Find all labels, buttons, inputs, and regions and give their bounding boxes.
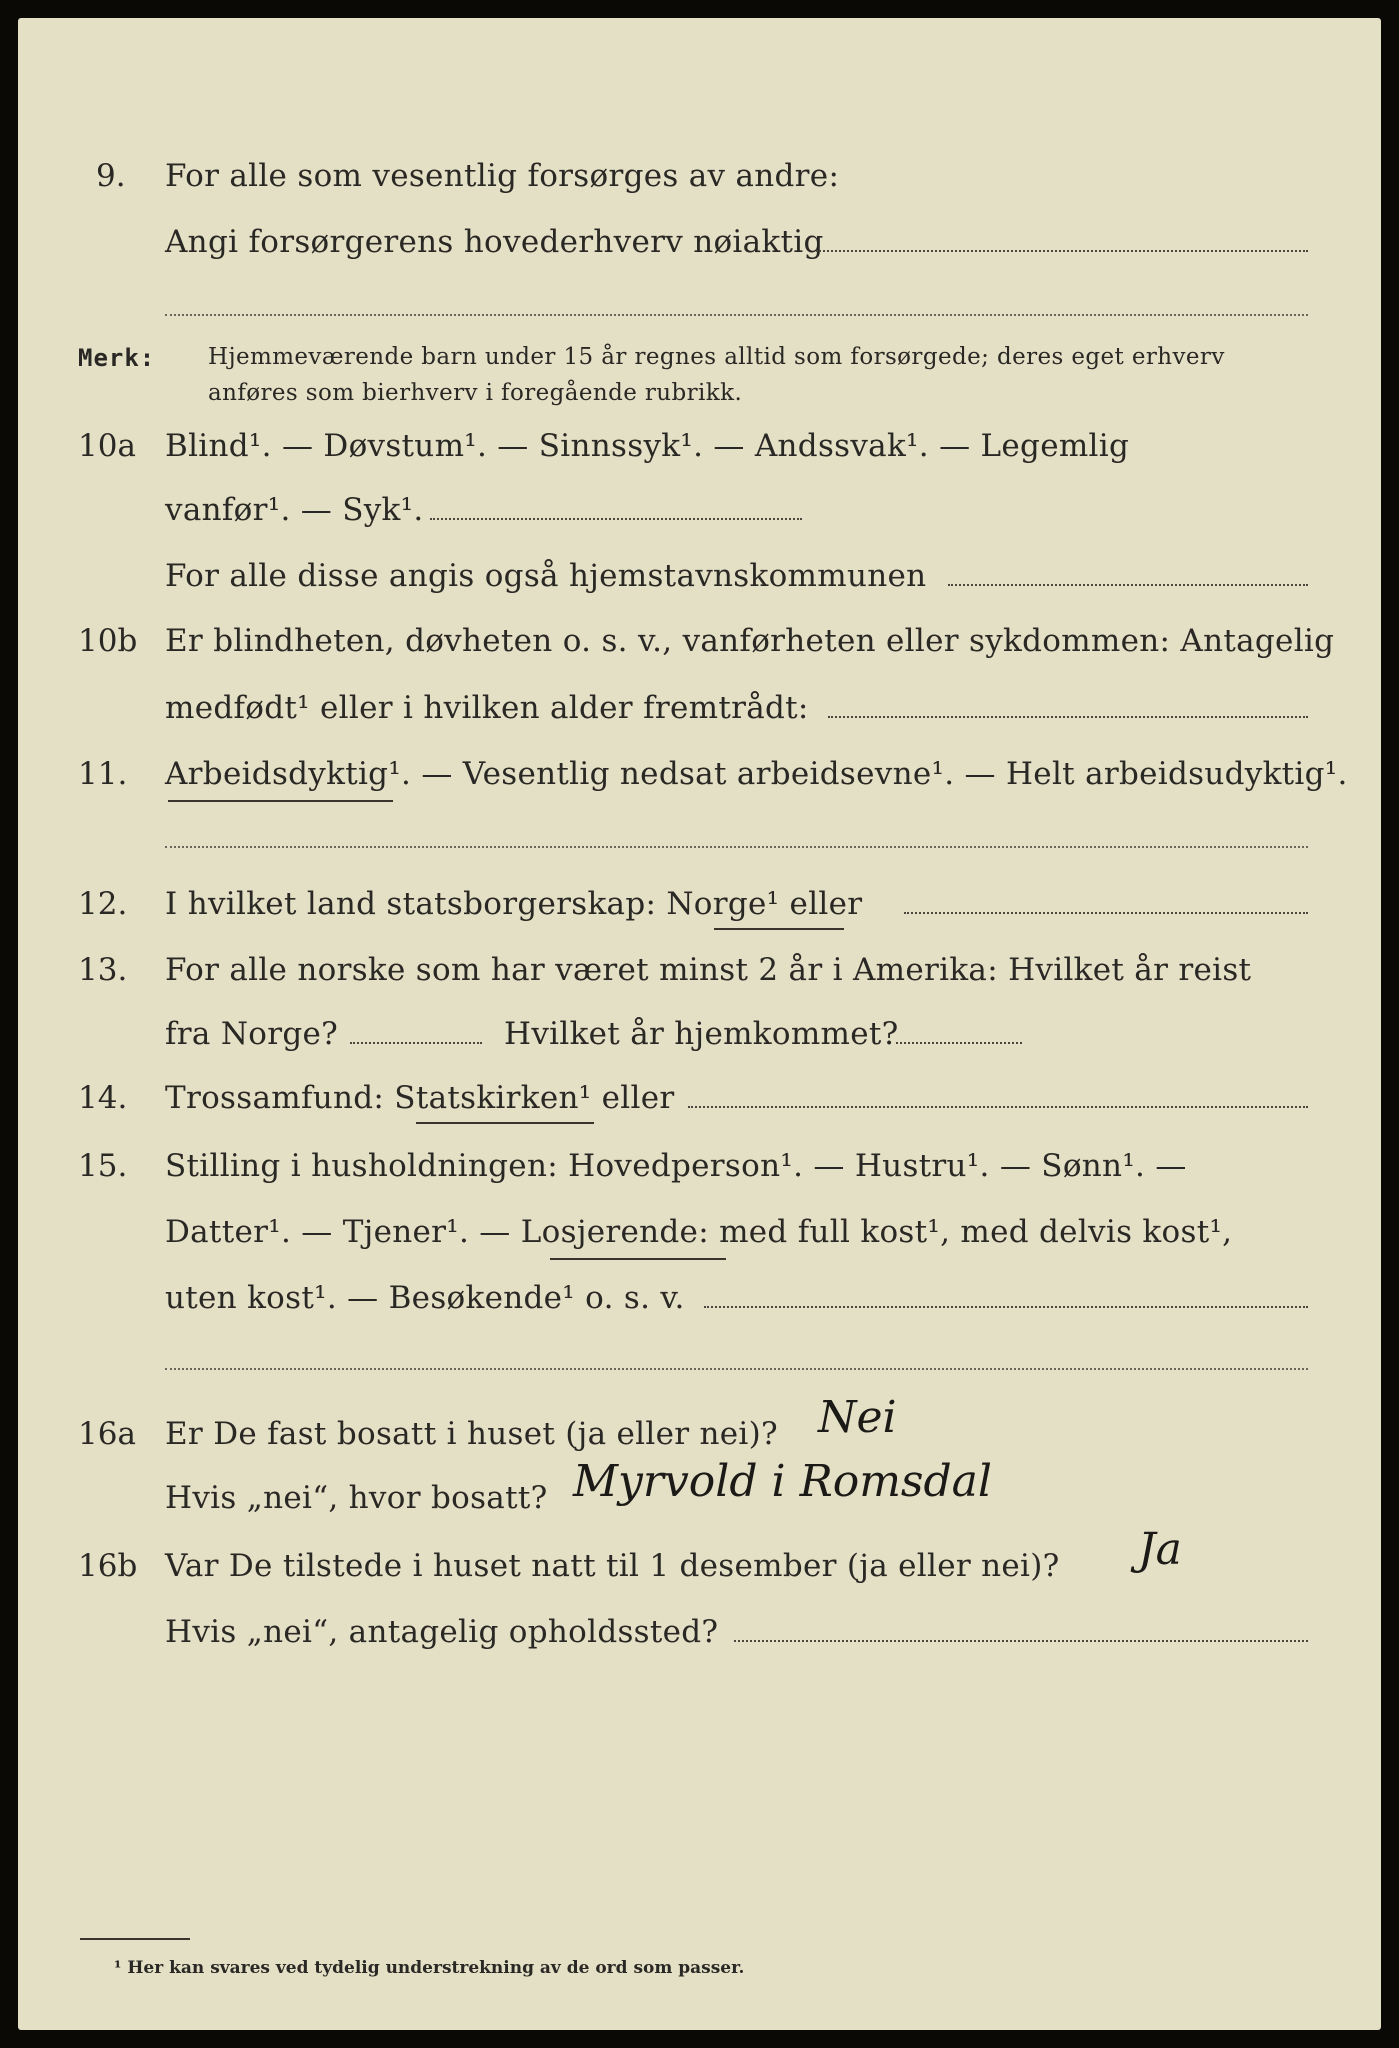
q12-number: 12.	[78, 886, 128, 922]
q9-line1: For alle som vesentlig forsørges av andre:	[165, 158, 840, 194]
q10b-line2: medfødt¹ eller i hvilken alder fremtrådt:	[165, 690, 809, 726]
census-form-page	[18, 18, 1381, 2030]
q9-line2: Angi forsørgerens hovederhverv nøiaktig	[165, 224, 824, 260]
q15-line2: Datter¹. — Tjener¹. — Losjerende: med full kost¹, med delvis kost¹,	[165, 1214, 1233, 1250]
q10b-line1: Er blindheten, døvheten o. s. v., vanførheten eller sykdommen: Antagelig	[165, 623, 1335, 659]
q16b-number: 16b	[78, 1548, 138, 1584]
q13-line2b: Hvilket år hjemkommet?	[504, 1016, 899, 1052]
q11-line1: Arbeidsdyktig¹. — Vesentlig nedsat arbeidsevne¹. — Helt arbeidsudyktig¹.	[165, 756, 1348, 792]
q10a-line1: Blind¹. — Døvstum¹. — Sinnssyk¹. — Andssvak¹. — Legemlig	[165, 428, 1130, 464]
q16a-answer-handwritten: Nei	[818, 1392, 897, 1443]
q13-number: 13.	[78, 952, 128, 988]
q15-number: 15.	[78, 1148, 128, 1184]
merk-line1: Hjemmeværende barn under 15 år regnes alltid som forsørgede; deres eget erhverv	[208, 344, 1225, 370]
merk-line2: anføres som bierhverv i foregående rubrikk.	[208, 380, 743, 406]
q14-line1: Trossamfund: Statskirken¹ eller	[165, 1080, 675, 1116]
q15-line3: uten kost¹. — Besøkende¹ o. s. v.	[165, 1280, 685, 1316]
q9-number: 9.	[96, 158, 126, 194]
q15-losjerende-underline	[550, 1258, 726, 1260]
q11-answer-line[interactable]	[165, 846, 1308, 848]
q10a-line3: For alle disse angis også hjemstavnskommunen	[165, 558, 927, 594]
q16a-bosatt-handwritten: Myrvold i Romsdal	[573, 1456, 992, 1507]
q9-answer-line2[interactable]	[165, 314, 1308, 316]
q11-number: 11.	[78, 756, 128, 792]
q10a-line2: vanfør¹. — Syk¹.	[165, 492, 424, 528]
q16b-line1: Var De tilstede i huset natt til 1 desember (ja eller nei)?	[165, 1548, 1060, 1584]
q11-arbeidsdyktig-underline	[168, 800, 393, 802]
q10b-answer-line[interactable]	[828, 716, 1308, 718]
q13-reist-answer-line[interactable]	[350, 1042, 482, 1044]
q16a-line2: Hvis „nei“, hvor bosatt?	[165, 1480, 548, 1516]
q10a-hjemstavn-answer-line[interactable]	[948, 584, 1308, 586]
footnote: ¹ Her kan svares ved tydelig understrekning av de ord som passer.	[114, 1958, 745, 1978]
q13-line2a: fra Norge?	[165, 1016, 339, 1052]
q10a-number: 10a	[78, 428, 136, 464]
q14-statskirken-underline	[416, 1122, 594, 1124]
q15-line1: Stilling i husholdningen: Hovedperson¹. — Hustru¹. — Sønn¹. —	[165, 1148, 1187, 1184]
q14-number: 14.	[78, 1080, 128, 1116]
q12-answer-line[interactable]	[904, 912, 1308, 914]
q12-norge-underline	[714, 928, 844, 930]
q16b-line2: Hvis „nei“, antagelig opholdssted?	[165, 1614, 719, 1650]
q10a-syk-answer-line[interactable]	[430, 518, 802, 520]
q15-answer-line2[interactable]	[165, 1368, 1308, 1370]
q9-answer-line[interactable]	[816, 250, 1308, 252]
q12-line1: I hvilket land statsborgerskap: Norge¹ eller	[165, 886, 863, 922]
q16a-number: 16a	[78, 1416, 136, 1452]
footnote-rule	[80, 1938, 190, 1940]
q16b-answer-handwritten: Ja	[1138, 1524, 1182, 1575]
q10b-number: 10b	[78, 623, 138, 659]
q16a-line1: Er De fast bosatt i huset (ja eller nei)?	[165, 1416, 778, 1452]
q14-answer-line[interactable]	[688, 1106, 1308, 1108]
merk-label: Merk:	[78, 344, 156, 372]
q15-answer-line[interactable]	[704, 1306, 1308, 1308]
q13-line1: For alle norske som har været minst 2 år i Amerika: Hvilket år reist	[165, 952, 1252, 988]
q13-hjemkommet-answer-line[interactable]	[896, 1042, 1022, 1044]
q16b-answer-line[interactable]	[734, 1640, 1308, 1642]
